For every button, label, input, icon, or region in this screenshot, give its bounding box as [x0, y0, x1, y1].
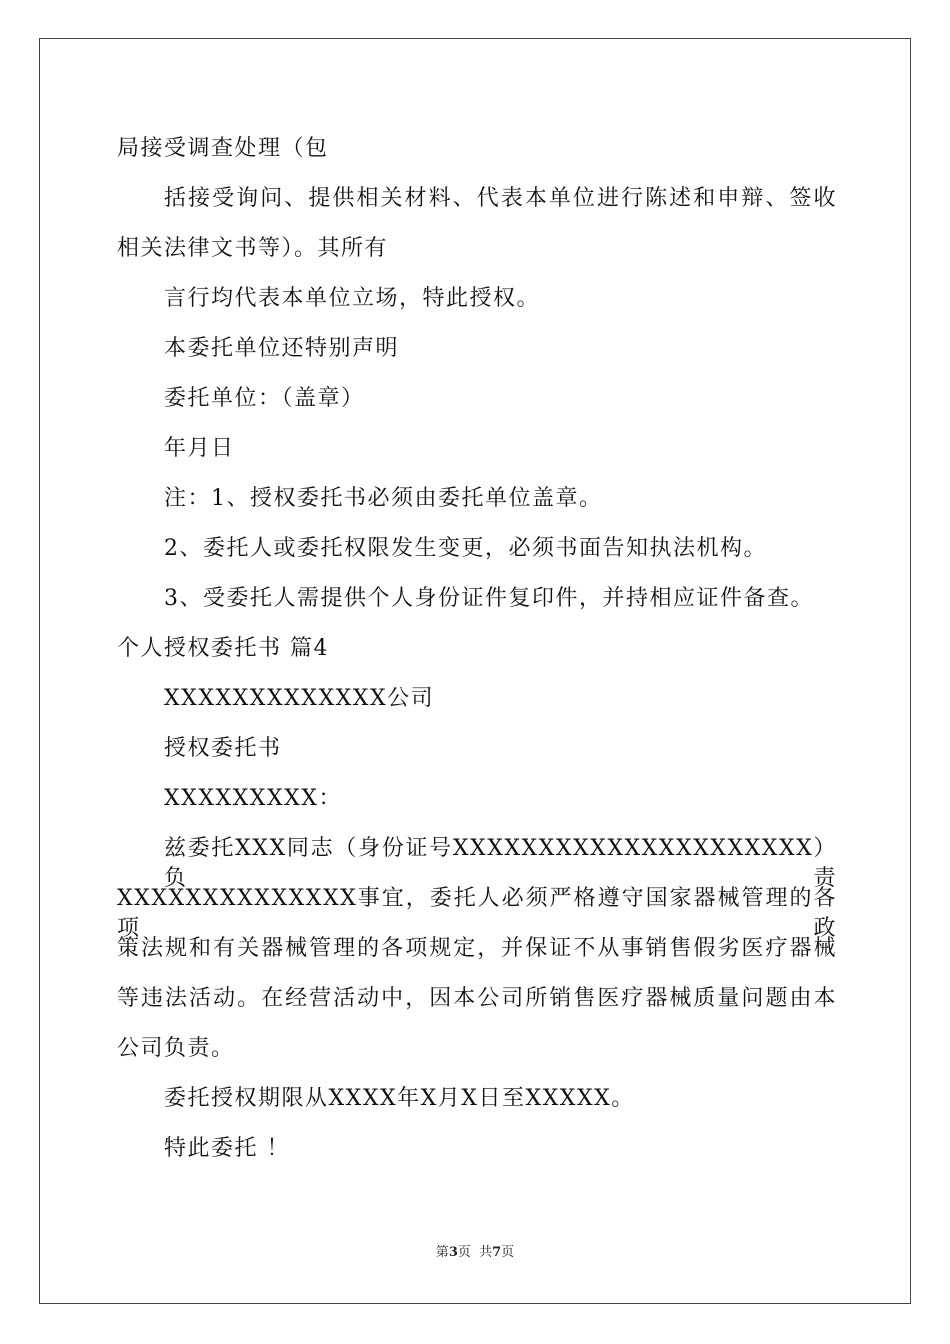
text-line: 括接受询问、提供相关材料、代表本单位进行陈述和申辩、签收 — [164, 186, 837, 211]
text-line: 授权委托书 — [164, 736, 282, 761]
text-line: 3、受委托人需提供个人身份证件复印件，并持相应证件备查。 — [164, 586, 814, 611]
footer-middle: 页 共 — [457, 1245, 493, 1260]
text-line: 本委托单位还特别声明 — [164, 336, 400, 361]
text-line: 委托单位：（盖章） — [164, 386, 365, 411]
text-line: 兹委托XXX同志（身份证号XXXXXXXXXXXXXXXXXXXXX） 负责 — [164, 836, 837, 891]
current-page-number: 3 — [448, 1245, 458, 1260]
text-line: 特此委托 ！ — [164, 1136, 290, 1161]
text-line: 委托授权期限从XXXX年X月X日至XXXXX。 — [164, 1086, 635, 1111]
text-line: XXXXXXXXXXXXX公司 — [164, 686, 435, 711]
text-line: XXXXXXXXXXXXXX事宜，委托人必须严格遵守国家器械管理的各项政 — [117, 886, 837, 941]
page-footer — [0, 1244, 950, 1262]
text-line: 公司负责。 — [117, 1036, 235, 1061]
total-page-count: 7 — [492, 1245, 502, 1260]
text-line: 言行均代表本单位立场，特此授权。 — [164, 286, 541, 311]
text-line: 局接受调查处理（包 — [117, 136, 329, 161]
footer-suffix: 页 — [501, 1245, 515, 1260]
text-line: 策法规和有关器械管理的各项规定，并保证不从事销售假劣医疗器械 — [117, 936, 837, 961]
text-line: 2、委托人或委托权限发生变更，必须书面告知执法机构。 — [164, 536, 767, 561]
text-line: XXXXXXXXX： — [164, 786, 342, 811]
page-border — [39, 38, 911, 1304]
text-line: 相关法律文书等）。其所有 — [117, 236, 389, 261]
text-line: 等违法活动。在经营活动中，因本公司所销售医疗器械质量问题由本 — [117, 986, 837, 1011]
section-heading: 个人授权委托书 篇4 — [117, 636, 329, 661]
footer-prefix: 第 — [435, 1245, 449, 1260]
text-line: 年月日 — [164, 436, 235, 461]
text-line: 注：1、授权委托书必须由委托单位盖章。 — [164, 486, 603, 511]
